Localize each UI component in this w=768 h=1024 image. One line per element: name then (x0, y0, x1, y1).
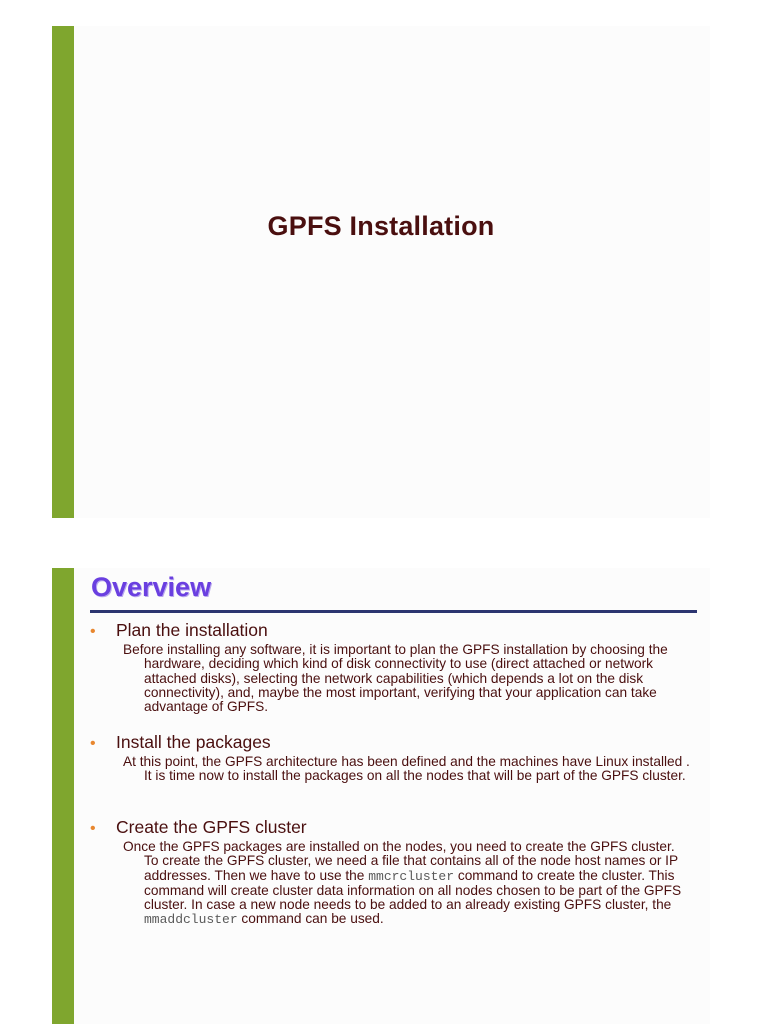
slide-title: GPFS Installation (267, 211, 495, 241)
bullet-plan-installation (90, 620, 690, 714)
bullet-body: Before installing any software, it is important to plan the GPFS installation by choosing the hardware, deciding which kind of disk connectivity to use (direct attached or network attached disks), selecting the network capabilities (which depends a lot on the disk connectivity), and, maybe the most important, verifying that your application can take advantage of GPFS. (123, 642, 668, 715)
bullet-create-cluster (90, 817, 690, 928)
overview-heading: Overview (91, 572, 212, 602)
body-text: command to create the cluster. This command will create cluster data information on all nodes chosen to be part of the GPFS cluster. In case a new node needs to be added to an already existing GPFS cluster, the (144, 867, 682, 913)
command-mmcrcluster: mmcrcluster (368, 868, 455, 884)
bullet-body (123, 840, 690, 928)
bullet-body: At this point, the GPFS architecture has been defined and the machines have Linux installed . It is time now to install the packages on all the nodes that will be part of the GPFS cluster. (123, 754, 690, 784)
title-slide (52, 26, 710, 518)
body-text: command can be used. (237, 911, 384, 927)
overview-slide (52, 568, 710, 1024)
accent-bar (52, 26, 74, 518)
body-text: Once the GPFS packages are installed on the nodes, you need to create the GPFS cluster. To create the GPFS cluster, we need a file that contains all of the node host names or IP addresses. Then we have to use the (123, 839, 678, 883)
bullet-install-packages (90, 732, 690, 784)
bullet-heading: Install the packages (116, 732, 271, 752)
command-mmaddcluster: mmaddcluster (144, 912, 238, 928)
bullet-icon: • (90, 623, 96, 640)
bullet-icon: • (90, 820, 96, 837)
bullet-heading: Create the GPFS cluster (116, 817, 307, 837)
accent-bar (52, 568, 74, 1024)
bullet-icon: • (90, 735, 96, 752)
title-divider (90, 610, 697, 613)
bullet-heading: Plan the installation (116, 620, 268, 640)
